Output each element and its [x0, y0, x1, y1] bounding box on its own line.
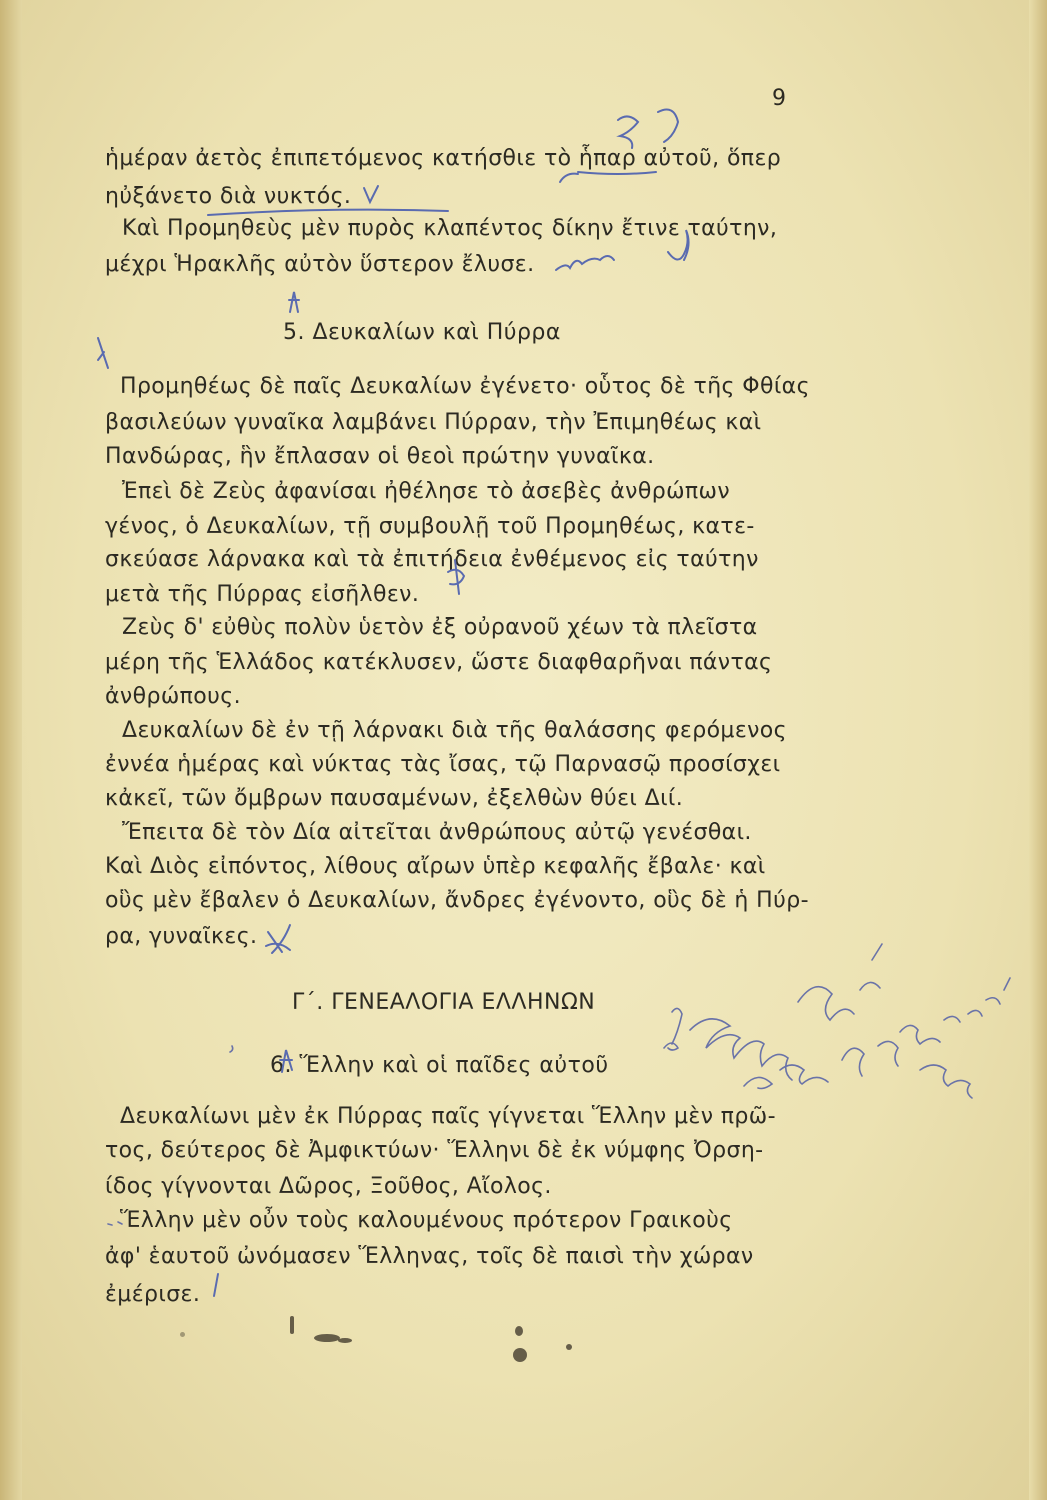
text-line: σκεύασε λάρνακα καὶ τὰ ἐπιτήδεια ἐνθέμενος εἰς ταύτην [105, 547, 759, 572]
text-line: οὓς μὲν ἔβαλεν ὁ Δευκαλίων, ἄνδρες ἐγένοντο, οὓς δὲ ἡ Πύρ- [105, 888, 809, 913]
ink-blot [515, 1326, 523, 1336]
text-line: Καὶ Προμηθεὺς μὲν πυρὸς κλαπέντος δίκην ἔτινε ταύτην, [122, 216, 778, 241]
ink-blot [290, 1316, 294, 1334]
pencil-mark [208, 210, 448, 215]
text-line: Δευκαλίων δὲ ἐν τῇ λάρνακι διὰ τῆς θαλάσσης φερόμενος [122, 718, 787, 743]
pencil-mark [664, 1008, 682, 1050]
text-line: μέρη τῆς Ἑλλάδος κατέκλυσεν, ὥστε διαφθαρῆναι πάντας [105, 650, 773, 675]
pencil-mark [578, 172, 656, 174]
pencil-mark [280, 1050, 292, 1072]
pencil-mark [230, 1046, 233, 1052]
text-line: μέχρι Ἡρακλῆς αὐτὸν ὕστερον ἔλυσε. [105, 252, 535, 277]
ink-blot [314, 1334, 340, 1342]
pencil-mark [842, 978, 1010, 1076]
text-line: Πανδώρας, ἣν ἔπλασαν οἱ θεοὶ πρώτην γυναῖκα. [105, 444, 655, 469]
section-heading-5: 5. Δευκαλίων καὶ Πύρρα [283, 320, 561, 345]
pencil-mark [364, 186, 378, 202]
text-line: ἀνθρώπους. [105, 684, 241, 709]
pencil-mark [556, 256, 614, 270]
pencil-mark [448, 560, 464, 594]
text-line: Ἔπειτα δὲ τὸν Δία αἰτεῖται ἀνθρώπους αὐτῷ γενέσθαι. [122, 820, 752, 845]
text-line: Ἕλλην μὲν οὖν τοὺς καλουμένους πρότερον Γραικοὺς [120, 1208, 733, 1233]
text-line: ηὐξάνετο διὰ νυκτός. [105, 184, 352, 209]
text-line: Ἐπεὶ δὲ Ζεὺς ἀφανίσαι ἠθέλησε τὸ ἀσεβὲς ἀνθρώπων [122, 479, 731, 504]
text-line: βασιλεύων γυναῖκα λαμβάνει Πύρραν, τὴν Ἐπιμηθέως καὶ [105, 410, 762, 435]
text-line: Καὶ Διὸς εἰπόντος, λίθους αἴρων ὑπὲρ κεφαλῆς ἔβαλε· καὶ [105, 854, 766, 879]
text-line: ίδος γίγνονται Δῶρος, Ξοῦθος, Αἴολος. [105, 1174, 552, 1199]
pencil-mark [108, 1222, 122, 1225]
text-line: Δευκαλίωνι μὲν ἐκ Πύρρας παῖς γίγνεται Ἕλλην μὲν πρῶ- [120, 1104, 776, 1129]
pencil-mark [98, 338, 108, 368]
pencil-mark [266, 925, 290, 953]
pencil-mark [289, 292, 299, 312]
text-line: κἀκεῖ, τῶν ὄμβρων παυσαμένων, ἐξελθὼν θύει Διί. [105, 786, 684, 811]
text-line: Προμηθέως δὲ παῖς Δευκαλίων ἐγένετο· οὗτος δὲ τῆς Φθίας [120, 374, 810, 399]
pencil-mark [920, 1065, 972, 1098]
ink-blot [566, 1344, 572, 1350]
text-line: ἀφ' ἑαυτοῦ ὠνόμασεν Ἕλληνας, τοῖς δὲ παισὶ τὴν χώραν [105, 1244, 754, 1269]
ink-blot [513, 1348, 527, 1362]
text-line: τος, δεύτερος δὲ Ἀμφικτύων· Ἕλληνι δὲ ἐκ νύμφης Ὀρση- [105, 1138, 764, 1163]
pencil-mark [214, 1274, 218, 1296]
text-line: γένος, ὁ Δευκαλίων, τῇ συμβουλῇ τοῦ Προμηθέως, κατε- [105, 514, 755, 539]
pencil-mark [798, 944, 882, 1020]
text-line: ρα, γυναῖκες. [105, 924, 258, 949]
text-line: Ζεὺς δ' εὐθὺς πολὺν ὑετὸν ἐξ οὐρανοῦ χέων τὰ πλεῖστα [122, 615, 758, 640]
pencil-mark [618, 116, 638, 148]
text-line: ἐμέρισε. [105, 1282, 201, 1307]
chapter-heading: Γ΄. ΓΕΝΕΑΛΟΓΙΑ ΕΛΛΗΝΩΝ [292, 990, 596, 1015]
ink-blot [338, 1338, 352, 1343]
text-line: ἡμέραν ἀετὸς ἐπιπετόμενος κατήσθιε τὸ ἧπαρ αὐτοῦ, ὅπερ [105, 146, 782, 171]
pencil-mark [658, 110, 678, 142]
text-line: ἐννέα ἡμέρας καὶ νύκτας τὰς ἴσας, τῷ Παρνασῷ προσίσχει [105, 752, 781, 777]
page-number: 9 [772, 86, 787, 111]
text-line: μετὰ τῆς Πύρρας εἰσῆλθεν. [105, 582, 420, 607]
section-heading-6: 6. Ἕλλην καὶ οἱ παῖδες αὐτοῦ [270, 1053, 609, 1078]
pencil-mark [668, 230, 689, 260]
pencil-mark [690, 1019, 792, 1080]
ink-blot [180, 1332, 185, 1337]
pencil-mark [560, 174, 578, 182]
